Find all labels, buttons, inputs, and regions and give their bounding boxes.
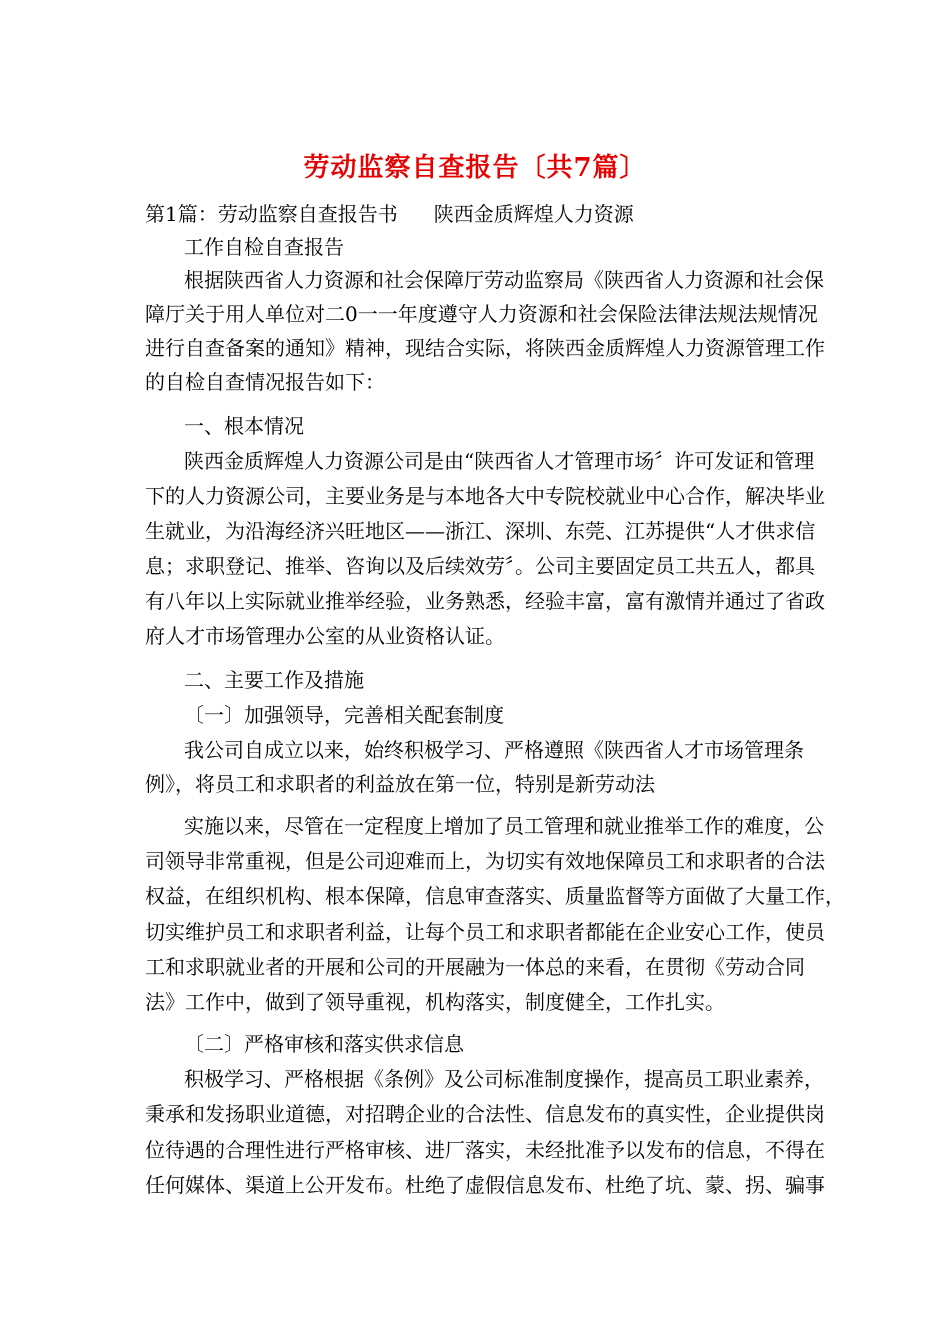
text-line: 障厅关于用人单位对二0一一年度遵守人力资源和社会保险法律法规法规情况 (145, 302, 818, 326)
part-heading-title: 第1篇：劳动监察自查报告书 (145, 202, 398, 226)
section-heading: 二、主要工作及措施 (184, 668, 364, 692)
text-line: 工和求职就业者的开展和公司的开展融为一体总的来看，在贯彻《劳动合同 (145, 955, 805, 979)
text-line: 实施以来，尽管在一定程度上增加了员工管理和就业推举工作的难度，公 (184, 814, 824, 838)
text-line: 的自检自查情况报告如下： (145, 370, 385, 394)
text-line: 例》，将员工和求职者的利益放在第一位，特别是新劳动法 (145, 772, 655, 796)
text-line: 根据陕西省人力资源和社会保障厅劳动监察局《陕西省人力资源和社会保 (184, 268, 824, 292)
text-line: 有八年以上实际就业推举经验，业务熟悉，经验丰富，富有激情并通过了省政 (145, 589, 825, 613)
text-line: 进行自查备案的通知》精神，现结合实际，将陕西金质辉煌人力资源管理工作 (145, 336, 825, 360)
section-heading: 一、根本情况 (184, 414, 304, 438)
text-line: 切实维护员工和求职者利益，让每个员工和求职者都能在企业安心工作，使员 (145, 920, 825, 944)
text-line: 位待遇的合理性进行严格审核、进厂落实，未经批准予以发布的信息，不得在 (145, 1138, 825, 1162)
text-line: 我公司自成立以来，始终积极学习、严格遵照《陕西省人才市场管理条 (184, 738, 804, 762)
text-line: 权益，在组织机构、根本保障，信息审查落实、质量监督等方面做了大量工作， (145, 884, 845, 908)
document-title: 劳动监察自查报告〔共7篇〕 (303, 153, 647, 183)
subsection-heading: 〔一〕加强领导，完善相关配套制度 (184, 703, 504, 727)
text-line: 下的人力资源公司，主要业务是与本地各大中专院校就业中心合作，解决毕业 (145, 484, 825, 508)
text-line: 秉承和发扬职业道德，对招聘企业的合法性、信息发布的真实性，企业提供岗 (145, 1102, 825, 1126)
text-line: 府人才市场管理办公室的从业资格认证。 (145, 624, 505, 648)
text-line: 任何媒体、渠道上公开发布。杜绝了虚假信息发布、杜绝了坑、蒙、拐、骗事 (145, 1173, 825, 1197)
text-line: 法》工作中，做到了领导重视，机构落实，制度健全，工作扎实。 (145, 990, 725, 1014)
part-heading-company: 陕西金质辉煌人力资源 (433, 202, 634, 226)
text-line: 生就业，为沿海经济兴旺地区——浙江、深圳、东莞、江苏提供“人才供求信 (145, 519, 816, 543)
text-line: 息；求职登记、推举、咨询以及后续效劳〞。公司主要固定员工共五人，都具 (145, 554, 815, 578)
text-line: 陕西金质辉煌人力资源公司是由“陕西省人才管理市场〞许可发证和管理 (184, 449, 815, 473)
text-line: 司领导非常重视，但是公司迎难而上，为切实有效地保障员工和求职者的合法 (145, 849, 825, 873)
text-line: 积极学习、严格根据《条例》及公司标准制度操作，提高员工职业素养， (184, 1067, 824, 1091)
subsection-heading: 〔二〕严格审核和落实供求信息 (184, 1032, 464, 1056)
text-line: 工作自检自查报告 (184, 235, 344, 259)
part-heading (145, 200, 634, 228)
